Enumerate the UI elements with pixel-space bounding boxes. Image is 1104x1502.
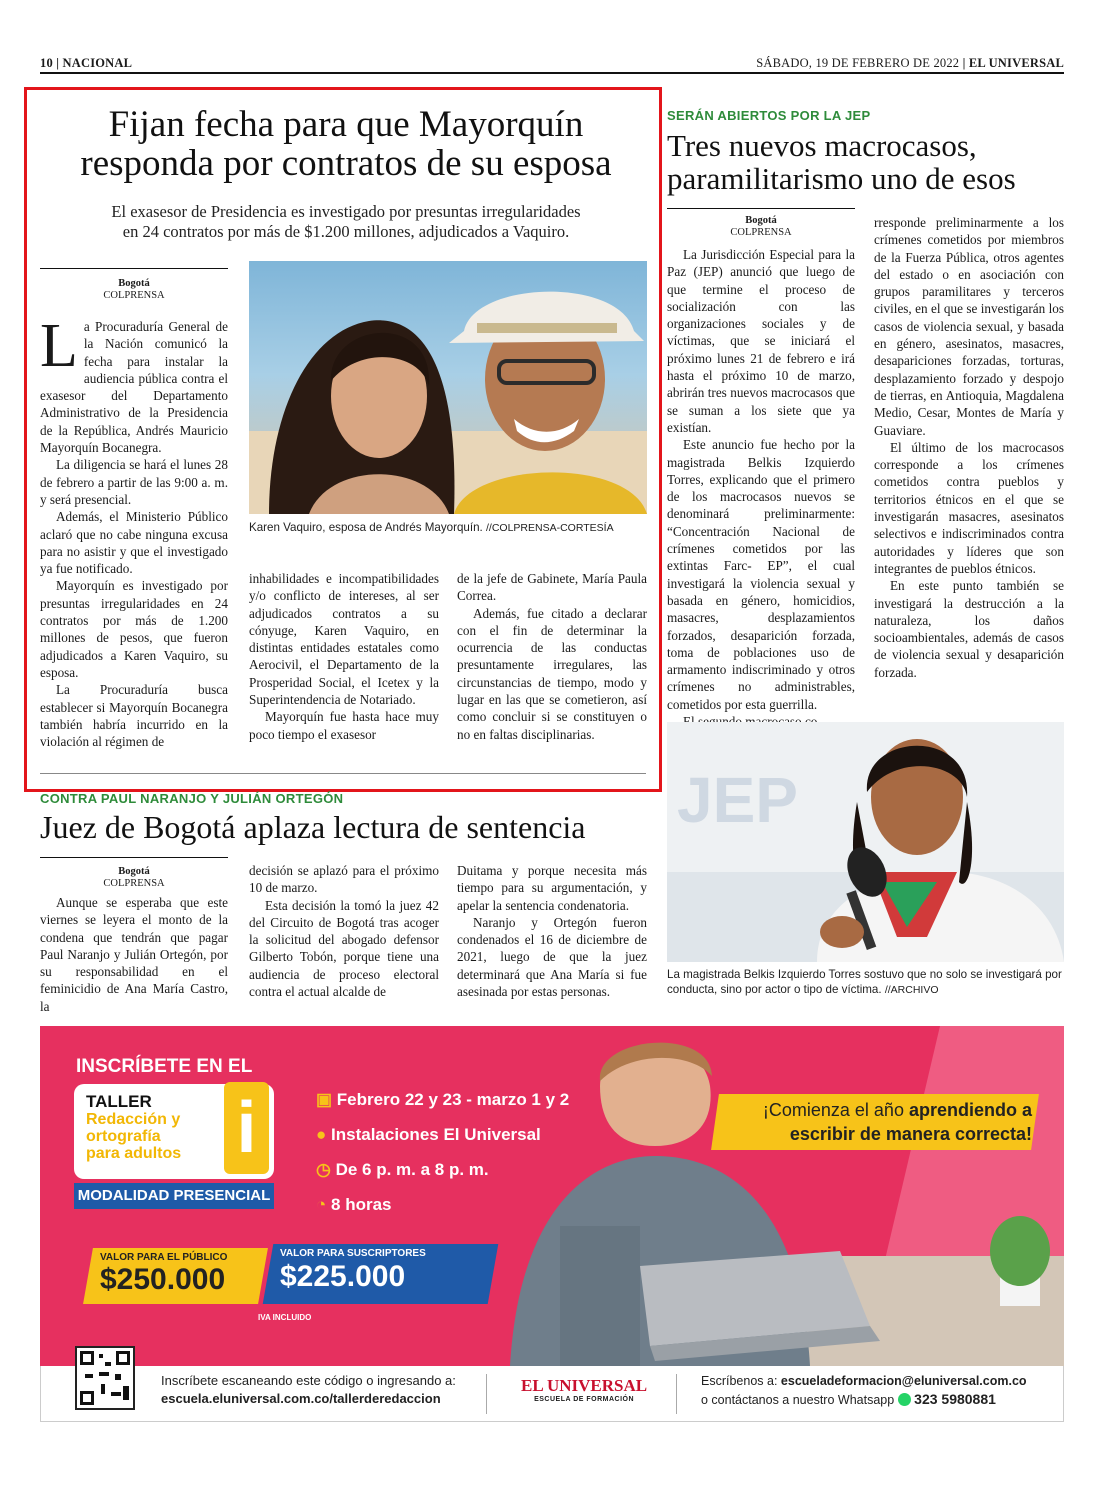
article2-col1: Aunque se esperaba que este viernes se leyera el monto de la condena que tendrán que pagar Paul Naranjo y Julián Ortegón, por su responsabilidad en el feminicidio de Ana María Castro, la	[40, 895, 228, 1014]
article3-title: Tres nuevos macrocasos, paramilitarismo uno de esos	[667, 128, 1016, 196]
whatsapp-icon	[898, 1393, 911, 1406]
article2-kicker: CONTRA PAUL NARANJO Y JULIÁN ORTEGÓN	[40, 791, 344, 806]
qr-code-icon[interactable]	[75, 1346, 135, 1410]
clock-icon: ◔	[316, 1195, 327, 1214]
ad-scan-text: Inscríbete escaneando este código o ingresando a: escuela.eluniversal.com.co/tallerderedaccion	[161, 1373, 456, 1406]
ad-course-card: TALLER Redacción y ortografía para adultos i	[74, 1084, 274, 1179]
article1-title: Fijan fecha para que Mayorquín responda por contratos de su esposa	[80, 104, 612, 184]
article2-col2: decisión se aplazó para el próximo 10 de marzo. Esta decisión la tomó la juez 42 del Circuito de Bogotá tras acoger la solicitud del abogado defensor Gilberto Tobón, porque tiene una audiencia de proceso electoral contra el actual alcalde de	[249, 863, 439, 1000]
ad-contact: Escríbenos a: escueladeformacion@eluniversal.com.co o contáctanos a nuestro Whatsapp 323 5980881	[701, 1374, 1027, 1407]
article3-photo	[667, 722, 1064, 962]
article2-byline: Bogotá COLPRENSA	[103, 866, 165, 890]
advertisement[interactable]: INSCRÍBETE EN EL TALLER Redacción y ortografía para adultos i MODALIDAD PRESENCIAL ▣ Febrero 22 y 23 - marzo 1 y 2 ● Instalaciones El Universal ◷ De 6 p. m. a 8 p. m. ◔ 8 horas ¡Comienza el año aprendiendo a escribir de manera correcta! VALOR PARA EL PÚBLICO $250.000 VALOR PARA SUSCRIPTORES $225.000 IVA INCLUIDO	[40, 1026, 1064, 1366]
ad-info-list: ▣ Febrero 22 y 23 - marzo 1 y 2 ● Instalaciones El Universal ◷ De 6 p. m. a 8 p. m. ◔ 8 horas	[316, 1090, 570, 1214]
article1-col1: La Procuraduría General de la Nación comunicó la fecha para instalar la audiencia pública contra el exasesor del Departamento Administrativo de la Presidencia de la República, Andrés Mauricio Mayorquín Bocanegra. La diligencia se hará el lunes 28 de febrero a partir de las 9:00 a. m. y será presencial. Además, el Ministerio Público aclaró que no cabe ninguna excusa para no asistir y que el investigado ya fue notificado. Mayorquín es investigado por presuntas irregularidades en 24 contratos por más de 1.200 millones de pesos, que fueron adjudicados a Karen Vaquiro, su esposa. La Procuraduría busca establecer si Mayorquín Bocanegra también habría incurrido en la violación al régimen de	[40, 312, 228, 750]
article1-deck: El exasesor de Presidencia es investigado por presuntas irregularidades en 24 contratos por más de $1.200 millones, adjudicados a Vaquiro.	[111, 202, 581, 241]
alarm-icon: ◷	[316, 1160, 331, 1179]
article1-col3: de la jefe de Gabinete, María Paula Correa. Además, fue citado a declarar con el fin de determinar la ocurrencia de las conductas presuntamente irregulares, las circunstancias de tiempo, modo y lugar en las que se cometieron, así como concluir si se constituyen o no en faltas disciplinarias.	[457, 571, 647, 742]
ad-iva: IVA INCLUIDO	[258, 1313, 312, 1322]
ad-url[interactable]: escuela.eluniversal.com.co/tallerderedaccion	[161, 1391, 441, 1406]
ad-email[interactable]: escueladeformacion@eluniversal.com.co	[780, 1374, 1027, 1388]
article2-col3: Duitama y porque necesita más tiempo para su argumentación, y apelar la sentencia condenatoria. Naranjo y Ortegón fueron condenados el 16 de diciembre de 2021, luego de que la juez determinará que Ana María si fue asesinada por estas personas.	[457, 863, 647, 1000]
article1-caption: Karen Vaquiro, esposa de Andrés Mayorquín. //COLPRENSA-CORTESÍA	[249, 521, 614, 534]
article3-col1: La Jurisdicción Especial para la Paz (JEP) anunció que luego de que termine el proceso de socialización con las organizaciones sociales y de víctimas, que se iniciará el próximo lunes 21 de febrero e irá hasta el próximo 10 de marzo, abrirán tres nuevos macrocasos que se suman a los siete que ya existían. Este anuncio fue hecho por la magistrada Belkis Izquierdo Torres, explicando que el primero de los macrocasos nuevos se denominará preliminarmente: “Concentración Nacional de crímenes cometidos por las extintas Farc- EP”, el cual investigará la violencia sexual y basada en género, homicidios, masacres, desplazamientos forzados, desaparición forzada, toma de poblaciones uso de armamento indiscriminado y otros crímenes no administrables, cometidos por esta guerrilla.	[667, 247, 855, 712]
location-icon: ●	[316, 1125, 327, 1144]
jep-sign: JEP	[677, 764, 798, 836]
eu-logo: EL UNIVERSAL ESCUELA DE FORMACIÓN	[521, 1376, 648, 1403]
article3-caption: La magistrada Belkis Izquierdo Torres sostuvo que no solo se investigará por conducta, sino por actor o tipo de víctima. //ARCHIVO	[667, 968, 1062, 996]
article2-title: Juez de Bogotá aplaza lectura de sentencia	[40, 809, 586, 845]
page-header	[40, 52, 1064, 74]
ad-footer	[40, 1366, 1064, 1422]
article1-photo	[249, 261, 647, 514]
ad-inscribete: INSCRÍBETE EN EL	[76, 1056, 253, 1077]
ad-modalidad: MODALIDAD PRESENCIAL	[74, 1183, 274, 1209]
page-section: 10 | NACIONAL	[40, 56, 133, 70]
info-icon: i	[224, 1082, 269, 1174]
ad-phone[interactable]: 323 5980881	[914, 1391, 996, 1407]
article3-byline: Bogotá COLPRENSA	[730, 215, 792, 239]
ad-tagline: ¡Comienza el año aprendiendo a escribir de manera correcta!	[762, 1100, 1032, 1144]
article1-byline: Bogotá COLPRENSA	[103, 278, 165, 302]
article3-col2: rresponde preliminarmente a los crímenes cometidos por miembros de la Fuerza Pública, otros agentes del estado o en asociación con grupos paramilitares y terceros civiles, en el que se investigarán los casos de violencia sexual, y basada en género, asesinatos, masacres, desapariciones forzadas, torturas, desplazamiento forzado y despojo de tierras, en Antioquia, Magdalena Medio, Cesar, Montes de María y Guaviare. El último de los macrocasos corresponde a los crímenes cometidos contra pueblos y territorios étnicos en el que se investigarán masacres, asesinatos selectivos e indiscriminados contra autoridades y líderes que son integrantes de pueblos étnicos. En este punto también se investigará la destrucción a la naturaleza, los daños socioambientales, además de casos de violencia sexual y desaparición forzada.	[874, 215, 1064, 680]
article3-kicker: SERÁN ABIERTOS POR LA JEP	[667, 108, 871, 123]
calendar-icon: ▣	[316, 1090, 333, 1109]
article1-col2: inhabilidades e incompatibilidades y/o conflicto de intereses, al ser adjudicados contratos a su cónyuge, Karen Vaquiro, en distintas entidades estatales como Aerocivil, el Departamento de la Prosperidad Social, el Icetex y la Superintendencia de Notariado. Mayorquín fue hasta hace muy poco tiempo el exasesor	[249, 571, 439, 742]
page-date: SÁBADO, 19 DE FEBRERO DE 2022 | EL UNIVERSAL	[756, 56, 1064, 70]
